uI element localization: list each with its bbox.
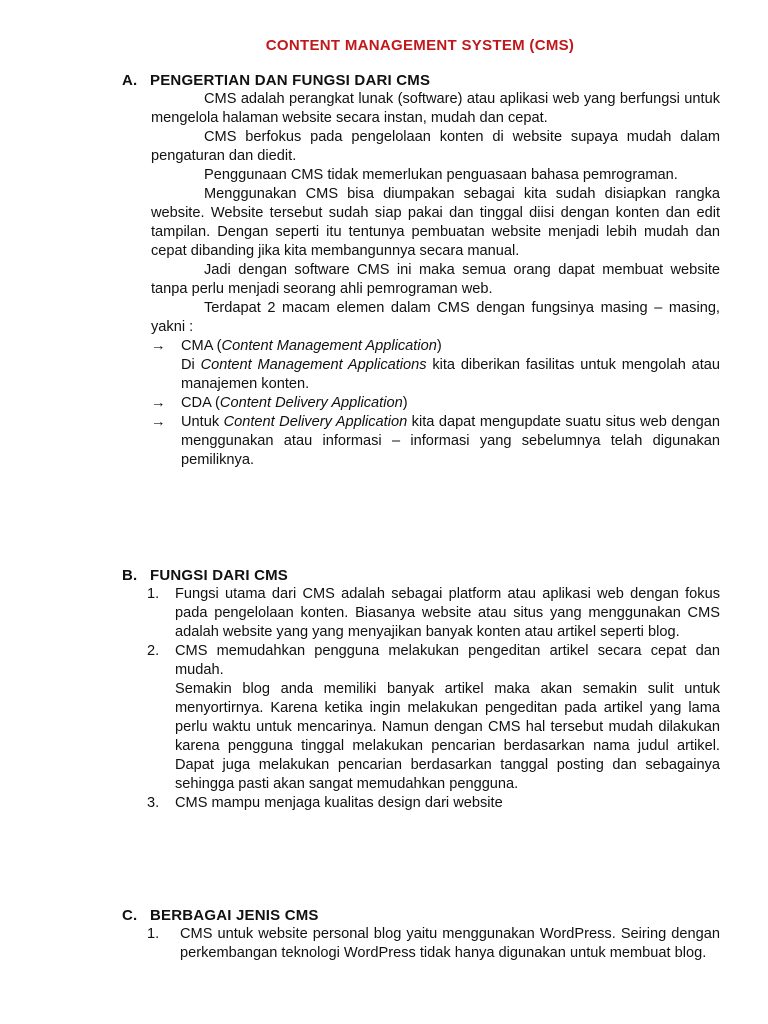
document-title: CONTENT MANAGEMENT SYSTEM (CMS) — [265, 37, 575, 54]
list-number: 2. — [147, 643, 160, 659]
list-number: 3. — [147, 795, 160, 811]
paragraph: Penggunaan CMS tidak memerlukan penguasaan bahasa pemrograman. — [204, 167, 678, 183]
cma-desc-prefix: Di — [181, 357, 201, 373]
list-text: Fungsi utama dari CMS adalah sebagai platform atau aplikasi web dengan fokus pada pengelolaan konten. Biasanya website atau situs yang menggunakan CMS adalah website yang yang menyajikan banyak konten atau artikel seperti blog. — [175, 586, 720, 640]
list-item — [147, 794, 720, 813]
paragraph: CMS berfokus pada pengelolaan konten di website supaya mudah dalam pengaturan dan diedit. — [151, 129, 720, 164]
cma-description — [151, 356, 720, 394]
cda-item — [151, 394, 720, 413]
arrow-right-icon: → — [151, 338, 166, 354]
list-text: CMS mampu menjaga kualitas design dari website — [175, 795, 503, 811]
arrow-right-icon: → — [151, 395, 166, 411]
list-text: CMS memudahkan pengguna melakukan pengeditan artikel secara cepat dan mudah. — [175, 643, 720, 678]
cda-desc-suffix: kita dapat mengupdate suatu situs web dengan menggunakan atau informasi – informasi yang sebelumnya telah digunakan pemiliknya. — [181, 414, 720, 468]
cda-label-prefix: CDA ( — [181, 395, 220, 411]
cma-label-suffix: ) — [436, 338, 442, 354]
section-c-list — [147, 925, 720, 963]
cda-desc-prefix: Untuk — [181, 414, 224, 430]
section-b-letter: B. — [122, 567, 138, 584]
list-item — [147, 585, 720, 642]
paragraph: Menggunakan CMS bisa diumpakan sebagai kita sudah disiapkan rangka website. Website tersebut sudah siap pakai dan tinggal diisi dengan konten dan edit tampilan. Dengan seperti itu tentunya pembuatan website menjadi lebih mudah dan cepat dibanding jika kita membangunnya secara manual. — [151, 186, 720, 259]
section-c-letter: C. — [122, 907, 138, 924]
section-b-title: FUNGSI DARI CMS — [150, 567, 288, 584]
section-c-heading — [122, 906, 319, 925]
list-text: CMS untuk website personal blog yaitu menggunakan WordPress. Seiring dengan perkembangan teknologi WordPress tidak hanya digunakan untuk membuat blog. — [180, 926, 720, 961]
cda-desc-italic: Content Delivery Application — [223, 414, 408, 430]
cda-label-italic: Content Delivery Application — [219, 395, 403, 411]
section-a-letter: A. — [122, 72, 138, 89]
section-b-list — [147, 585, 720, 813]
cma-desc-italic: Content Management Applications — [200, 357, 427, 373]
list-text-extra: Semakin blog anda memiliki banyak artikel maka akan semakin sulit untuk menyortirnya. Karena ketika ingin melakukan pengeditan pada artikel yang lama perlu waktu untuk mencarinya. Namun dengan CMS hal tersebut mudah dilakukan karena pengguna tinggal melakukan pencarian berdasarkan nama judul artikel. Dapat juga melakukan pencarian berdasarkan tanggal posting dan sebagainya sehingga pasti akan sangat memudahkan pengguna. — [175, 681, 720, 792]
cma-label-prefix: CMA ( — [181, 338, 222, 354]
section-b-heading — [122, 566, 288, 585]
list-item — [147, 925, 720, 963]
list-number: 1. — [147, 586, 160, 602]
cda-description — [151, 413, 720, 470]
list-number: 1. — [147, 926, 160, 942]
list-item — [147, 642, 720, 794]
section-c-title: BERBAGAI JENIS CMS — [150, 907, 319, 924]
paragraph: CMS adalah perangkat lunak (software) atau aplikasi web yang berfungsi untuk mengelola halaman website secara instan, mudah dan cepat. — [151, 91, 720, 126]
section-a-heading — [122, 71, 430, 90]
cda-label-suffix: ) — [402, 395, 408, 411]
paragraph: Terdapat 2 macam elemen dalam CMS dengan fungsinya masing – masing, yakni : — [151, 300, 720, 335]
paragraph: Jadi dengan software CMS ini maka semua orang dapat membuat website tanpa perlu menjadi seorang ahli pemrograman web. — [151, 262, 720, 297]
section-a-body — [151, 90, 720, 470]
cma-label-italic: Content Management Application — [221, 338, 437, 354]
arrow-right-icon: → — [151, 414, 166, 430]
cma-item — [151, 337, 720, 356]
cma-desc-suffix: kita diberikan fasilitas untuk mengolah atau manajemen konten. — [181, 357, 720, 392]
section-a-title: PENGERTIAN DAN FUNGSI DARI CMS — [150, 72, 431, 89]
